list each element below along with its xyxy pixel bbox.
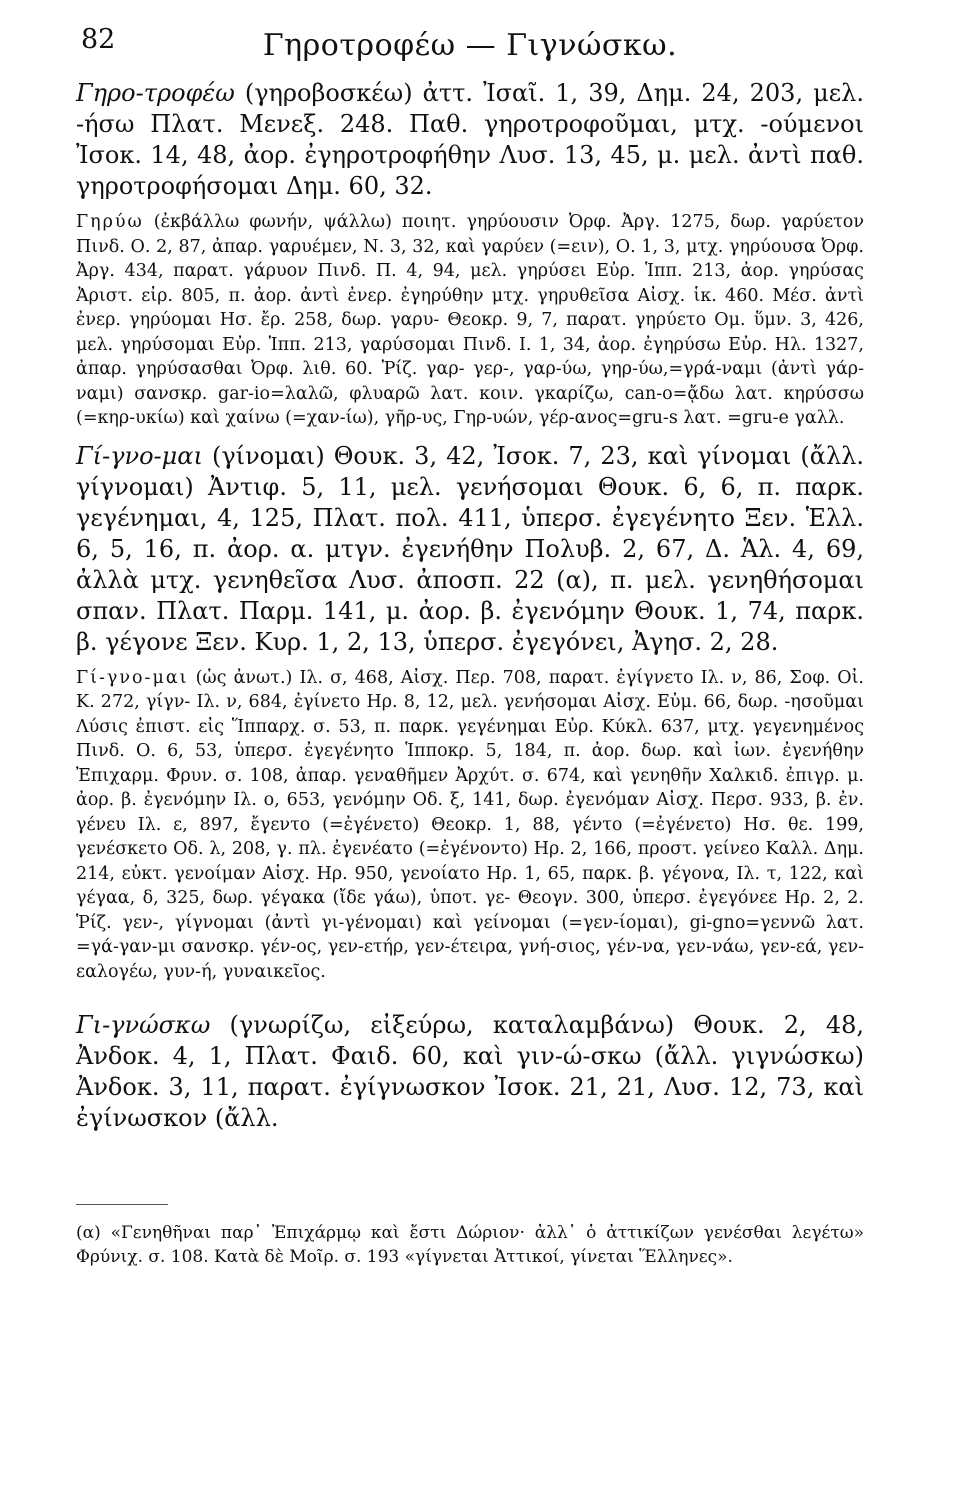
entry-headword: Γί-γνο-μαι	[76, 441, 203, 470]
footnote: (α) «Γενηθῆναι παρ᾽ Ἐπιχάρμῳ καὶ ἔστι Δώριον· ἀλλ᾽ ὁ ἀττικίζων γενέσθαι λεγέτω» Φρύνιχ. σ. 108. Κατὰ δὲ Μοῖρ. σ. 193 «γίγνεται Ἀττικοί, γίνεται Ἕλληνες».	[76, 1223, 864, 1267]
entry-headword: Γηρύω	[76, 212, 144, 232]
entry-gignomai	[76, 441, 864, 658]
entry-text: (γίνομαι) Θουκ. 3, 42, Ἰσοκ. 7, 23, καὶ γίνομαι (ἄλλ. γίγνομαι) Ἀντιφ. 5, 11, μελ. γενήσομαι Θουκ. 6, 6, π. παρκ. γεγένημαι, 4, 125, Πλατ. πολ. 411, ὑπερσ. ἐγεγένητο Ξεν. Ἑλλ. 6, 5, 16, π. ἀορ. α. μτγν. ἐγενήθην Πολυβ. 2, 67, Δ. Ἁλ. 4, 69, ἀλλὰ μτχ. γενηθεῖσα Λυσ. ἀποσπ. 22 (α), π. μελ. γενηθήσομαι σπαν. Πλατ. Παρμ. 141, μ. ἀορ. β. ἐγενόμην Θουκ. 1, 74, παρκ. β. γέγονε Ξεν. Κυρ. 1, 2, 13, ὑπερσ. ἐγεγόνει, Ἀγησ. 2, 28.	[76, 441, 864, 656]
page-header	[76, 18, 864, 76]
dictionary-entries	[76, 78, 864, 1134]
entry-text: (ὡς ἀνωτ.) Ιλ. σ, 468, Αἰσχ. Περ. 708, παρατ. ἐγίγνετο Ιλ. ν, 86, Σοφ. Οἰ. Κ. 272, γίγν- Ιλ. ν, 684, ἐγίνετο Ηρ. 8, 12, μελ. γενήσομαι Αἰσχ. Εὐμ. 66, δωρ. -ησοῦμαι Λύσις ἐπιστ. εἰς Ἵππαρχ. σ. 53, π. παρκ. γεγένημαι Εὐρ. Κύκλ. 637, μτχ. γεγενημένος Πινδ. Ο. 6, 53, ὑπερσ. ἐγεγένητο Ἱπποκρ. 5, 184, π. ἀορ. δωρ. καὶ ἰων. ἐγενήθην Ἐπιχαρμ. Φρυν. σ. 108, ἀπαρ. γεναθῆμεν Ἀρχύτ. σ. 674, καὶ γενηθῆν Χαλκιδ. ἐπιγρ. μ. ἀορ. β. ἐγενόμην Ιλ. ο, 653, γενόμην Οδ. ξ, 141, δωρ. ἐγενόμαν Αἰσχ. Περσ. 933, β. ἐν. γένευ Ιλ. ε, 897, ἔγεντο (=ἐγένετο) Θεοκρ. 1, 88, γέντο (=ἐγένετο) Ησ. θε. 199, γενέσκετο Οδ. λ, 208, γ. πλ. ἐγενέατο (=ἐγένοντο) Ηρ. 2, 166, προστ. γείνεο Καλλ. Δημ. 214, εὐκτ. γενοίμαν Αἰσχ. Ηρ. 950, γενοίατο Ηρ. 1, 65, παρκ. β. γέγονα, Ιλ. τ, 122, καὶ γέγαα, δ, 325, δωρ. γέγακα (ἴδε γάω), ὑποτ. γε- Θεογν. 300, ὑπερσ. ἐγεγόνεε Ηρ. 2, 2. Ῥίζ. γεν-, γίγνομαι (ἀντὶ γι-γένομαι) καὶ γείνομαι (=γεν-ίομαι), gi-gno=γεννῶ λατ. =γά-γαν-μι σανσκρ. γέν-ος, γεν-ετήρ, γεν-έτειρα, γνή-σιος, γέν-να, γεν-νάω, γεν-εά, γεν-εαλογέω, γυν-ή, γυναικεῖος.	[76, 667, 864, 982]
entry-text: (γηροβοσκέω) ἀττ. Ἰσαῖ. 1, 39, Δημ. 24, 203, μελ. -ήσω Πλατ. Μενεξ. 248. Παθ. γηροτροφοῦμαι, μτχ. -ούμενοι Ἰσοκ. 14, 48, ἀορ. ἐγηροτροφήθην Λυσ. 13, 45, μ. μελ. ἀντὶ παθ. γηροτροφήσομαι Δημ. 60, 32.	[76, 79, 864, 200]
entry-headword: Γι-γνώσκω	[76, 1011, 211, 1039]
entry-text: (ἐκβάλλω φωνήν, ψάλλω) ποιητ. γηρύουσιν Ὀρφ. Ἀργ. 1275, δωρ. γαρύετον Πινδ. Ο. 2, 87, ἀπαρ. γαρυέμεν, Ν. 3, 32, καὶ γαρύεν (=ειν), Ο. 1, 3, μτχ. γηρύουσα Ὀρφ. Ἀργ. 434, παρατ. γάρυον Πινδ. Π. 4, 94, μελ. γηρύσει Εὐρ. Ἱππ. 213, ἀορ. γηρύσας Ἀριστ. εἰρ. 805, π. ἀορ. ἀντὶ ἐνερ. ἐγηρύθην μτχ. γηρυθεῖσα Αἰσχ. ἱκ. 460. Μέσ. ἀντὶ ἐνερ. γηρύομαι Ησ. ἔρ. 258, δωρ. γαρυ- Θεοκρ. 9, 7, παρατ. γηρύετο Ομ. ὕμν. 3, 426, μελ. γηρύσομαι Εὐρ. Ἱππ. 213, γαρύσομαι Πινδ. Ι. 1, 34, ἀορ. ἐγηρύσω Εὐρ. Ηλ. 1327, ἀπαρ. γηρύσασθαι Ὀρφ. λιθ. 60. Ῥίζ. γαρ- γερ-, γαρ-ύω, γηρ-ύω,=γρά-ναμι (ἀντὶ γάρ-ναμι) σανσκρ. gar-io=λαλῶ, φλυαρῶ λατ. κοιν. γκαρίζω, can-o=ᾄδω λατ. κηρύσσω (=κηρ-υκίω) καὶ χαίνω (=χαν-ίω), γῆρ-υς, Γηρ-υών, γέρ-ανος=gru-s λατ. =gru-e γαλλ.	[76, 212, 864, 428]
entry-headword: Γηρο-τροφέω	[76, 79, 235, 107]
entry-headword: Γί-γνο-μαι	[76, 667, 189, 688]
footnote-rule	[76, 1204, 168, 1205]
entry-gerotropheo	[76, 78, 864, 202]
entry-text: (γνωρίζω, εἰξεύρω, καταλαμβάνω) Θουκ. 2, 48, Ἀνδοκ. 4, 1, Πλατ. Φαιδ. 60, καὶ γιν-ώ-σκω (ἄλλ. γιγνώσκω) Ἀνδοκ. 3, 11, παρατ. ἐγίγνωσκον Ἰσοκ. 21, 21, Λυσ. 12, 73, καὶ ἐγίνωσκον (ἄλλ.	[76, 1011, 864, 1132]
entry-gignomai-poetic	[76, 666, 864, 985]
entry-gignosko	[76, 1010, 864, 1134]
entry-geryo	[76, 210, 864, 431]
page-number: 82	[81, 24, 116, 55]
running-head: Γηροτροφέω — Γιγνώσκω.	[262, 28, 678, 63]
